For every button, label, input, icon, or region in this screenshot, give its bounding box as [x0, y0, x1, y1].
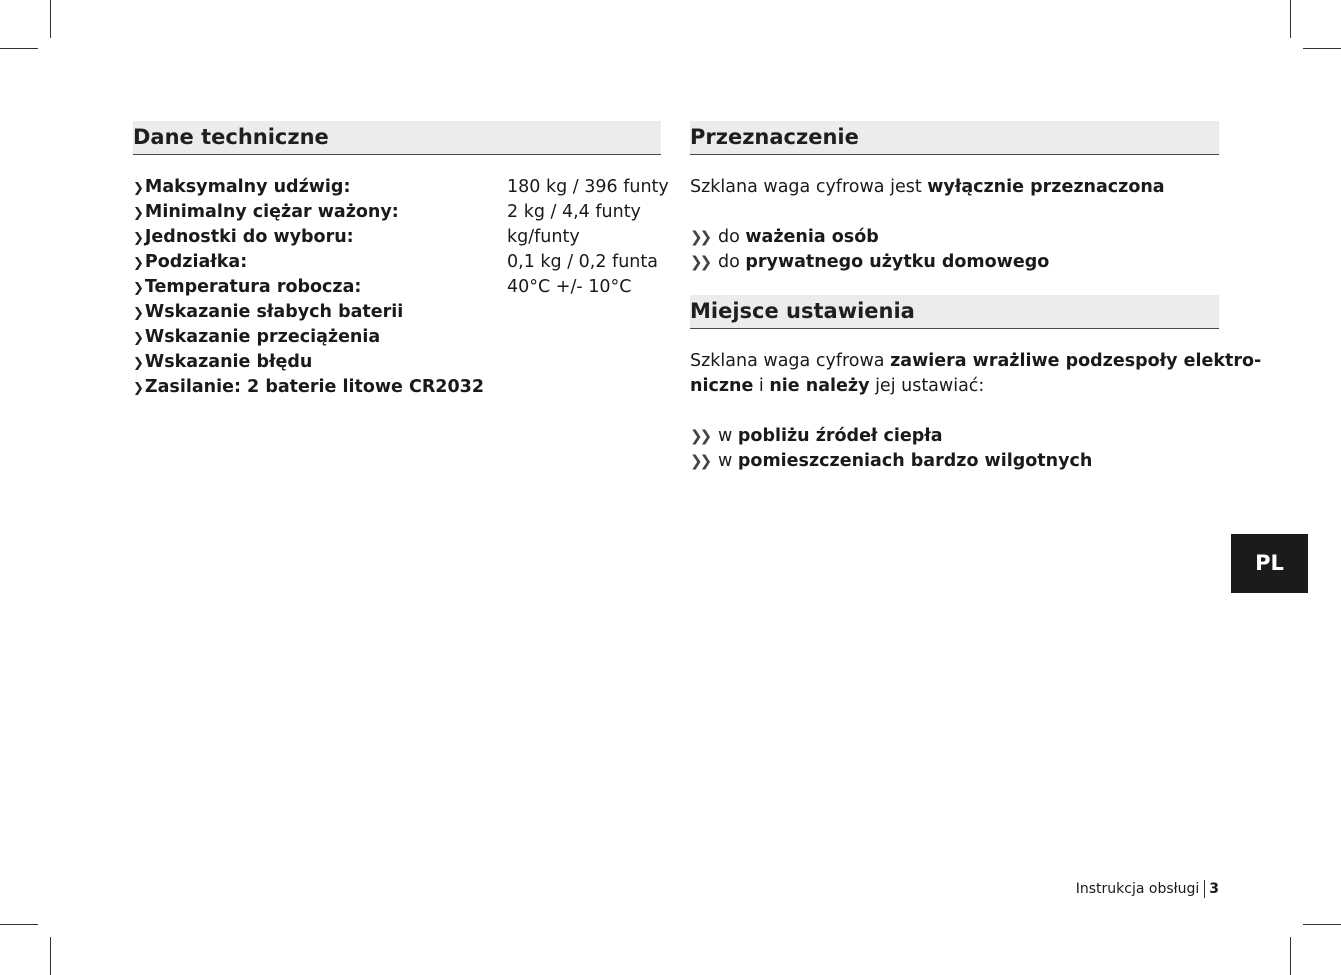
- chevron-right-icon: ❯: [133, 281, 144, 296]
- crop-mark: [1303, 48, 1341, 49]
- crop-mark: [0, 48, 38, 49]
- double-chevron-icon: ❯❯: [690, 253, 710, 271]
- spec-value: 40°C +/- 10°C: [507, 277, 632, 297]
- page-footer: [1076, 878, 1219, 900]
- chevron-right-icon: ❯: [133, 206, 144, 221]
- spec-label: Maksymalny udźwig:: [144, 177, 351, 197]
- chevron-right-icon: ❯: [133, 306, 144, 321]
- spec-row: [133, 250, 661, 275]
- bullet-emphasis: prywatnego użytku domowego: [745, 252, 1050, 272]
- chevron-right-icon: ❯: [133, 181, 144, 196]
- bullet-text: w: [718, 451, 738, 471]
- double-chevron-icon: ❯❯: [690, 228, 710, 246]
- spec-row: [133, 300, 661, 325]
- purpose-intro-text: Szklana waga cyfrowa jest: [690, 177, 928, 197]
- crop-mark: [1303, 924, 1341, 925]
- spec-row: [133, 325, 661, 350]
- purpose-bullet-list: [690, 225, 1219, 275]
- chevron-right-icon: ❯: [133, 331, 144, 346]
- purpose-placement-section: [690, 121, 1262, 474]
- placement-text: jej ustawiać:: [869, 376, 985, 396]
- spec-label: Wskazanie słabych baterii: [144, 302, 404, 322]
- spec-label: Podziałka:: [144, 252, 248, 272]
- purpose-intro: [690, 175, 1219, 200]
- spec-value: 180 kg / 396 funty: [507, 177, 669, 197]
- bullet-emphasis: pomieszczeniach bardzo wilgotnych: [737, 451, 1093, 471]
- spec-row: [133, 225, 661, 250]
- spec-label: Zasilanie: 2 baterie litowe CR2032: [144, 377, 485, 397]
- bullet-emphasis: ważenia osób: [745, 227, 879, 247]
- spec-value: 2 kg / 4,4 funty: [507, 202, 641, 222]
- section-heading-placement: Miejsce ustawienia: [690, 295, 1219, 329]
- list-item: [690, 424, 1219, 449]
- placement-text: i: [753, 376, 770, 396]
- spec-row: [133, 175, 669, 200]
- bullet-emphasis: pobliżu źródeł ciepła: [737, 426, 943, 446]
- crop-mark: [50, 0, 51, 38]
- purpose-intro-emphasis: wyłącznie przeznaczona: [927, 177, 1165, 197]
- placement-emphasis: niczne: [690, 376, 754, 396]
- placement-text: Szklana waga cyfrowa: [690, 351, 891, 371]
- bullet-text: do: [718, 252, 746, 272]
- spec-label: Jednostki do wyboru:: [144, 227, 354, 247]
- footer-label: Instrukcja obsługi: [1075, 881, 1200, 897]
- chevron-right-icon: ❯: [133, 381, 144, 396]
- page-number: 3: [1209, 881, 1219, 897]
- list-item: [690, 449, 1219, 474]
- placement-intro: [690, 349, 1262, 399]
- spec-label: Minimalny ciężar ważony:: [144, 202, 399, 222]
- technical-data-section: [133, 121, 669, 400]
- footer-divider: [1204, 880, 1205, 898]
- spec-row: [133, 200, 661, 225]
- placement-bullet-list: [690, 424, 1219, 474]
- section-heading-purpose: Przeznaczenie: [690, 121, 1219, 155]
- spec-label: Temperatura robocza:: [144, 277, 362, 297]
- spec-value: 0,1 kg / 0,2 funta: [507, 252, 658, 272]
- spec-label: Wskazanie błędu: [144, 352, 313, 372]
- list-item: [690, 250, 1219, 275]
- bullet-text: do: [718, 227, 746, 247]
- chevron-right-icon: ❯: [133, 356, 144, 371]
- spec-row: [133, 275, 661, 300]
- placement-emphasis: nie należy: [769, 376, 870, 396]
- spec-value: kg/funty: [507, 227, 580, 247]
- crop-mark: [1290, 0, 1291, 38]
- bullet-text: w: [718, 426, 738, 446]
- crop-mark: [0, 924, 38, 925]
- chevron-right-icon: ❯: [133, 256, 144, 271]
- crop-mark: [1290, 937, 1291, 975]
- spec-label: Wskazanie przeciążenia: [144, 327, 381, 347]
- double-chevron-icon: ❯❯: [690, 452, 710, 470]
- list-item: [690, 225, 1219, 250]
- spec-row: [133, 375, 661, 400]
- placement-emphasis: zawiera wrażliwe podzespoły elektro-: [890, 351, 1262, 371]
- spec-list: [133, 175, 669, 400]
- language-tab: PL: [1231, 534, 1308, 593]
- crop-mark: [50, 937, 51, 975]
- double-chevron-icon: ❯❯: [690, 427, 710, 445]
- spec-row: [133, 350, 661, 375]
- section-heading-technical-data: Dane techniczne: [133, 121, 661, 155]
- chevron-right-icon: ❯: [133, 231, 144, 246]
